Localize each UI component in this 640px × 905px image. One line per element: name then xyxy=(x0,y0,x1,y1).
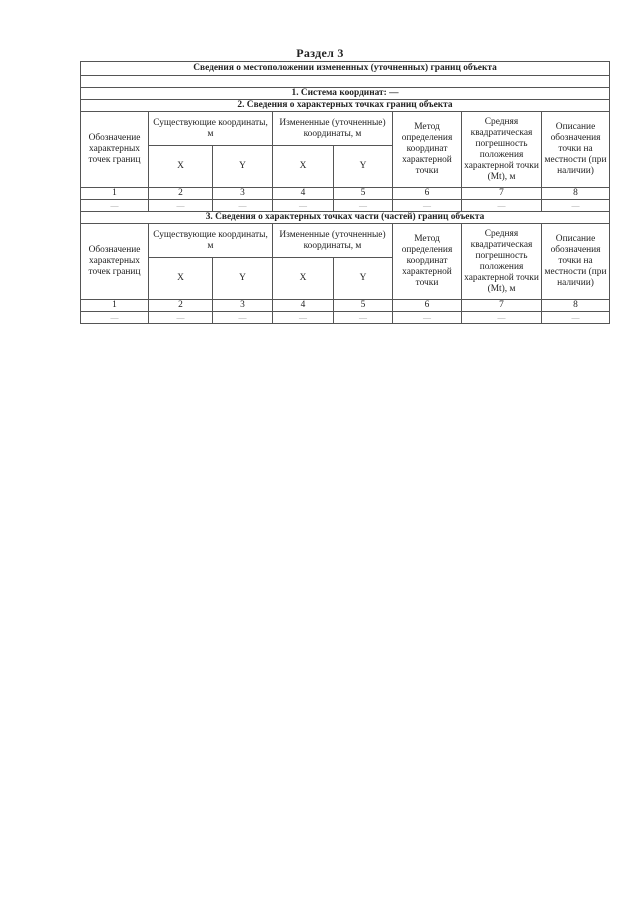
column-number: 4 xyxy=(273,188,334,200)
existing-coordinates-header: Существующие координаты, м xyxy=(149,224,273,258)
existing-y-header: Y xyxy=(213,258,273,300)
changed-coordinates-header: Измененные (уточненные) координаты, м xyxy=(273,112,393,146)
designation-header: Обозначение характерных точек границ xyxy=(81,112,149,188)
table-cell: — xyxy=(393,200,462,212)
block1-number-row xyxy=(81,188,610,200)
table-cell: — xyxy=(81,200,149,212)
existing-x-header: X xyxy=(149,258,213,300)
section-title: Раздел 3 xyxy=(296,46,344,60)
column-number: 8 xyxy=(542,300,610,312)
table-cell: — xyxy=(81,312,149,324)
designation-header: Обозначение характерных точек границ xyxy=(81,224,149,300)
table-cell: — xyxy=(334,200,393,212)
column-number: 5 xyxy=(334,300,393,312)
table-cell: — xyxy=(273,312,334,324)
block2-number-row xyxy=(81,300,610,312)
column-number: 1 xyxy=(81,300,149,312)
table-cell: — xyxy=(542,312,610,324)
block2-heading: 3. Сведения о характерных точках части (частей) границ объекта xyxy=(81,212,610,224)
table-title: Сведения о местоположении измененных (уточненных) границ объекта xyxy=(81,62,610,76)
boundaries-table xyxy=(80,61,610,324)
table-cell: — xyxy=(149,312,213,324)
column-number: 6 xyxy=(393,188,462,200)
block1-heading: 2. Сведения о характерных точках границ объекта xyxy=(81,100,610,112)
block2-header-row xyxy=(81,224,610,258)
column-number: 2 xyxy=(149,188,213,200)
table-cell: — xyxy=(334,312,393,324)
table-cell: — xyxy=(542,200,610,212)
spacer-cell xyxy=(81,76,610,88)
description-header: Описание обозначения точки на местности (при наличии) xyxy=(542,112,610,188)
changed-y-header: Y xyxy=(334,146,393,188)
table-cell: — xyxy=(273,200,334,212)
error-header: Средняя квадратическая погрешность положения характерной точки (Mt), м xyxy=(462,112,542,188)
table-cell: — xyxy=(213,312,273,324)
existing-x-header: X xyxy=(149,146,213,188)
block1-heading-row xyxy=(81,100,610,112)
table-cell: — xyxy=(213,200,273,212)
table-cell: — xyxy=(462,312,542,324)
table-row xyxy=(81,312,610,324)
description-header: Описание обозначения точки на местности (при наличии) xyxy=(542,224,610,300)
column-number: 3 xyxy=(213,300,273,312)
column-number: 8 xyxy=(542,188,610,200)
column-number: 7 xyxy=(462,188,542,200)
table-cell: — xyxy=(462,200,542,212)
spacer-row xyxy=(81,76,610,88)
column-number: 5 xyxy=(334,188,393,200)
existing-coordinates-header: Существующие координаты, м xyxy=(149,112,273,146)
column-number: 4 xyxy=(273,300,334,312)
block2-heading-row xyxy=(81,212,610,224)
error-header: Средняя квадратическая погрешность положения характерной точки (Mt), м xyxy=(462,224,542,300)
coordinate-system-row xyxy=(81,88,610,100)
method-header: Метод определения координат характерной точки xyxy=(393,112,462,188)
column-number: 3 xyxy=(213,188,273,200)
changed-y-header: Y xyxy=(334,258,393,300)
method-header: Метод определения координат характерной точки xyxy=(393,224,462,300)
table-row xyxy=(81,200,610,212)
column-number: 1 xyxy=(81,188,149,200)
changed-x-header: X xyxy=(273,146,334,188)
block1-header-row xyxy=(81,112,610,146)
changed-x-header: X xyxy=(273,258,334,300)
existing-y-header: Y xyxy=(213,146,273,188)
changed-coordinates-header: Измененные (уточненные) координаты, м xyxy=(273,224,393,258)
column-number: 2 xyxy=(149,300,213,312)
column-number: 6 xyxy=(393,300,462,312)
coordinate-system: 1. Система координат: — xyxy=(81,88,610,100)
table-cell: — xyxy=(149,200,213,212)
table-cell: — xyxy=(393,312,462,324)
column-number: 7 xyxy=(462,300,542,312)
table-title-row xyxy=(81,62,610,76)
